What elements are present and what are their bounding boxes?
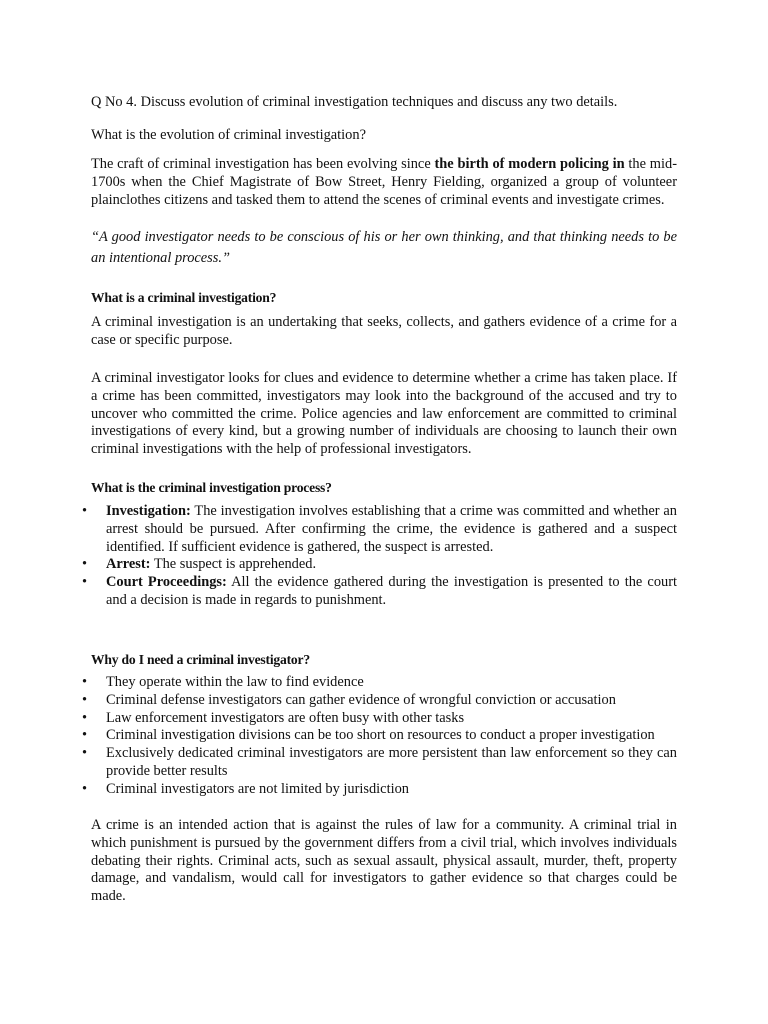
list-item: • Exclusively dedicated criminal investigators are more persistent than law enforcement so they can provide better results xyxy=(106,745,677,781)
why-heading-text: Why do I need a criminal investigator? xyxy=(91,652,310,667)
evolution-heading xyxy=(91,127,677,145)
quote-paragraph xyxy=(91,227,677,269)
list-item: • Law enforcement investigators are often busy with other tasks xyxy=(106,710,677,728)
question-line xyxy=(91,94,677,112)
process-desc: The suspect is apprehended. xyxy=(150,556,317,573)
process-heading xyxy=(91,479,677,497)
craft-text-end: the mid-1700s when the Chief Magistrate of Bow Street, Henry Fielding, organized a group of volunteer plainclothes citizens and tasked them to attend the scenes of criminal events and investigate crimes. xyxy=(91,156,677,208)
process-term: Arrest: xyxy=(106,556,151,573)
quote-text: “A good investigator needs to be conscious of his or her own thinking, and that thinking needs to be an intentional process.” xyxy=(91,229,677,266)
investigator-text: A criminal investigator looks for clues and evidence to determine whether a crime has taken place. If a crime has been committed, investigators may look into the background of the accused and try to uncover who committed the crime. Police agencies and law enforcement are committed to criminal investigations of every kind, but a growing number of individuals are choosing to launch their own criminal investigations with the help of professional investigators. xyxy=(91,370,677,458)
process-list xyxy=(106,503,677,610)
evolution-heading-text: What is the evolution of criminal investigation? xyxy=(91,127,366,143)
definition-text: A criminal investigation is an undertaking that seeks, collects, and gathers evidence of a crime for a case or specific purpose. xyxy=(91,314,677,348)
crime-text: A crime is an intended action that is against the rules of law for a community. A criminal trial in which punishment is pursued by the government differs from a civil trial, which involves individuals debating their rights. Criminal acts, such as sexual assault, physical assault, murder, theft, property damage, and vandalism, would call for investigators to gather evidence so that charges could be made. xyxy=(91,817,677,905)
why-list xyxy=(106,674,677,799)
crime-paragraph xyxy=(91,817,677,906)
process-term: Court Proceedings: xyxy=(106,574,227,591)
list-item xyxy=(106,574,677,610)
definition-paragraph xyxy=(91,314,677,350)
investigator-paragraph xyxy=(91,370,677,459)
list-item xyxy=(106,503,677,556)
craft-paragraph xyxy=(91,156,677,209)
process-term: Investigation: xyxy=(106,503,191,519)
list-item xyxy=(106,556,677,574)
list-item: • Criminal defense investigators can gather evidence of wrongful conviction or accusation xyxy=(106,692,677,710)
process-desc: The investigation involves establishing that a crime was committed and whether an arrest should be pursued. After confirming the crime, the evidence is gathered and a suspect identified. If sufficient evidence is gathered, the suspect is arrested. xyxy=(106,503,677,555)
list-item: • Criminal investigators are not limited by jurisdiction xyxy=(106,781,677,799)
list-item: • Criminal investigation divisions can be too short on resources to conduct a proper investigation xyxy=(106,727,677,745)
craft-text-bold: the birth of modern policing in xyxy=(434,156,625,172)
why-heading xyxy=(91,651,677,669)
process-heading-text: What is the criminal investigation process? xyxy=(91,480,332,495)
craft-text-start: The craft of criminal investigation has been evolving since xyxy=(91,156,435,172)
list-item: • They operate within the law to find evidence xyxy=(106,674,677,692)
craft-text xyxy=(91,156,677,209)
question-text: Q No 4. Discuss evolution of criminal investigation techniques and discuss any two details. xyxy=(91,94,618,110)
process-desc: All the evidence gathered during the investigation is presented to the court and a decision is made in regards to punishment. xyxy=(106,574,677,608)
definition-heading-text: What is a criminal investigation? xyxy=(91,290,277,305)
definition-heading xyxy=(91,289,677,307)
